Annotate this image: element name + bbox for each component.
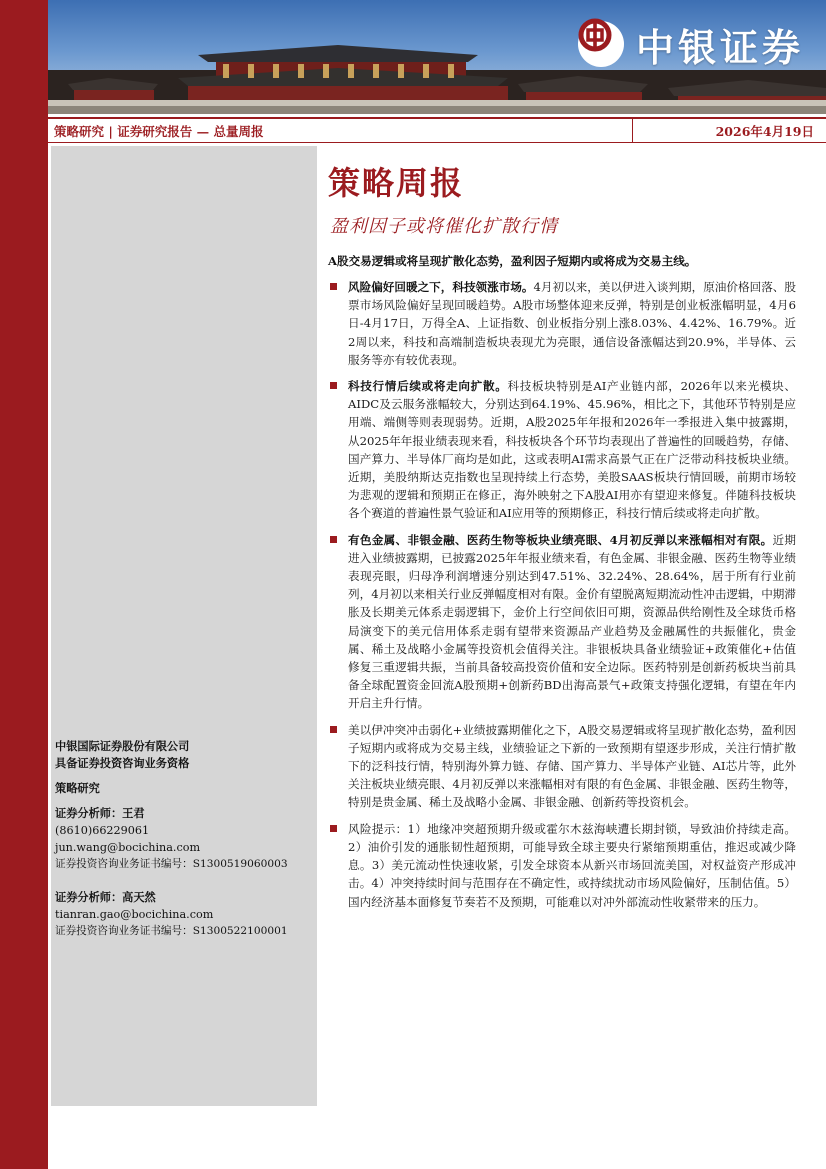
square-bullet-icon (330, 283, 337, 290)
brand-logo (578, 18, 804, 70)
point-body: 近期进入业绩披露期，已披露2025年年报业绩来看，有色金属、非银金融、医药生物等业绩表现亮眼，归母净利润增速分别达到47.51%、32.24%、28.64%，居于所有行业前列，4月初以来相关行业反弹幅度相对有限。金价有望脱离短期流动性冲击逻辑，中期滞胀及长期美元体系走弱逻辑下，金价上行空间依旧可期，资源品供给刚性及全球货币格局演变下的美元信用体系走弱有望带来资源品产业趋势及金融属性的共振催化，贵金属、稀土及战略小金属等投资机会值得关注。非银板块具备业绩验证+政策催化+估值修复三重逻辑共振，当前具备较高投资价值和安全边际。医药特别是创新药板块当前具备全球配置资金回流A股预期+创新药BD出海高景气+政策支持强化逻辑，有望在年内开启主升行情。 (348, 532, 796, 711)
point-lead: 风险偏好回暖之下，科技领涨市场。 (348, 280, 534, 294)
summary-line: A股交易逻辑或将呈现扩散化态势，盈利因子短期内或将成为交易主线。 (328, 254, 697, 268)
point-lead: 科技行情后续或将走向扩散。 (348, 379, 508, 394)
brand-name: 中银证券 (635, 25, 804, 70)
page-subtitle: 盈利因子或将催化扩散行情 (330, 216, 558, 237)
point-body: 4月初以来，美以伊进入谈判期，原油价格回落、股票市场风险偏好呈现回暖趋势。A股市场整体迎来反弹，特别是创业板涨幅明显，4月6日-4月17日，万得全A、上证指数、创业板指分别上涨8.03%、4.42%、16.79%。近2周以来，科技和高端制造板块表现尤为亮眼，通信设备涨幅达到20.9%，半导体、云服务等亦有较优表现。 (348, 280, 796, 367)
company-name: 中银国际证券股份有限公司 (55, 739, 190, 753)
breadcrumb: 策略研究 | 证券研究报告 — 总量周报 (54, 124, 264, 139)
analyst-label: 证券分析师：王君 (55, 806, 145, 820)
risk-warning: 风险提示：1）地缘冲突超预期升级或霍尔木兹海峡遭长期封锁，导致油价持续走高。2）油价引发的通胀韧性超预期，可能导致全球主要央行紧缩预期重估，推迟或减少降息。3）美元流动性快速收紧，引发全球资本从新兴市场回流美国，对权益资产形成冲击。4）冲突持续时间与范围存在不确定性，或持续扰动市场风险偏好，压制估值。5）国内经济基本面修复节奏若不及预期，可能难以对冲外部流动性收紧带来的压力。 (348, 821, 796, 909)
square-bullet-icon (330, 825, 337, 832)
analyst-cert: 证券投资咨询业务证书编号：S1300522100001 (55, 925, 288, 937)
point-body: 科技板块特别是AI产业链内部，2026年以来光模块、AIDC及云服务涨幅较大，分别达到64.19%、45.96%，相比之下，其他环节特别是应用端、端侧等则表现弱势。近期，A股2025年年报和2026年一季报进入集中披露期，从2025年年报业绩表现来看，科技板块各个环节均表现出了普遍性的回暖趋势，存储、国产算力、半导体厂商均是如此，这或表明AI需求高景气正在广泛带动科技板块业绩。近期，美股纳斯达克指数也呈现持续上行态势，美股SAAS板块行情回暖，前期市场较为悲观的逻辑和预期正在修正，海外映射之下A股AI用亦有望迎来修复。伴随科技板块各个赛道的普遍性景气验证和AI应用等的预期修正，科技行情后续或将走向扩散。 (348, 379, 796, 521)
square-bullet-icon (330, 382, 337, 389)
analyst-label: 证券分析师：高天然 (55, 890, 156, 904)
left-accent-rail (0, 0, 48, 1169)
report-date: 2026年4月19日 (632, 119, 826, 142)
page-title: 策略周报 (328, 164, 465, 202)
report-header-bar (48, 117, 826, 143)
point-lead: 有色金属、非银金融、医药生物等板块业绩亮眼、4月初反弹以来涨幅相对有限。 (348, 532, 773, 547)
square-bullet-icon (330, 726, 337, 733)
analyst-phone: (8610)66229061 (55, 824, 150, 837)
analyst-email[interactable]: tianran.gao@bocichina.com (55, 908, 214, 921)
list-item (324, 721, 796, 812)
sidebar-panel (51, 146, 317, 1106)
qualification: 具备证券投资咨询业务资格 (55, 756, 190, 770)
list-item (324, 377, 796, 523)
analyst-email[interactable]: jun.wang@bocichina.com (55, 841, 201, 854)
analyst-info (55, 738, 313, 940)
main-content (324, 146, 796, 919)
header-banner (48, 0, 826, 114)
key-points-list (324, 278, 796, 911)
research-category: 策略研究 (55, 781, 100, 795)
list-item (324, 278, 796, 369)
bank-of-china-logo-icon (578, 21, 624, 67)
point-body: 美以伊冲突冲击弱化+业绩披露期催化之下，A股交易逻辑或将呈现扩散化态势，盈利因子短期内或将成为交易主线，业绩验证之下新的一致预期有望逐步形成，关注行情扩散下的泛科技行情，特别海外算力链、存储、国产算力、半导体产业链、AI芯片等，此外关注板块业绩亮眼、4月初反弹以来涨幅相对有限的有色金属、非银金融、医药生物等，特别是贵金属、稀土及战略小金属、非银金融、创新药等投资机会。 (348, 722, 796, 810)
list-item (324, 531, 796, 713)
analyst-cert: 证券投资咨询业务证书编号：S1300519060003 (55, 858, 288, 870)
square-bullet-icon (330, 536, 337, 543)
list-item (324, 820, 796, 911)
